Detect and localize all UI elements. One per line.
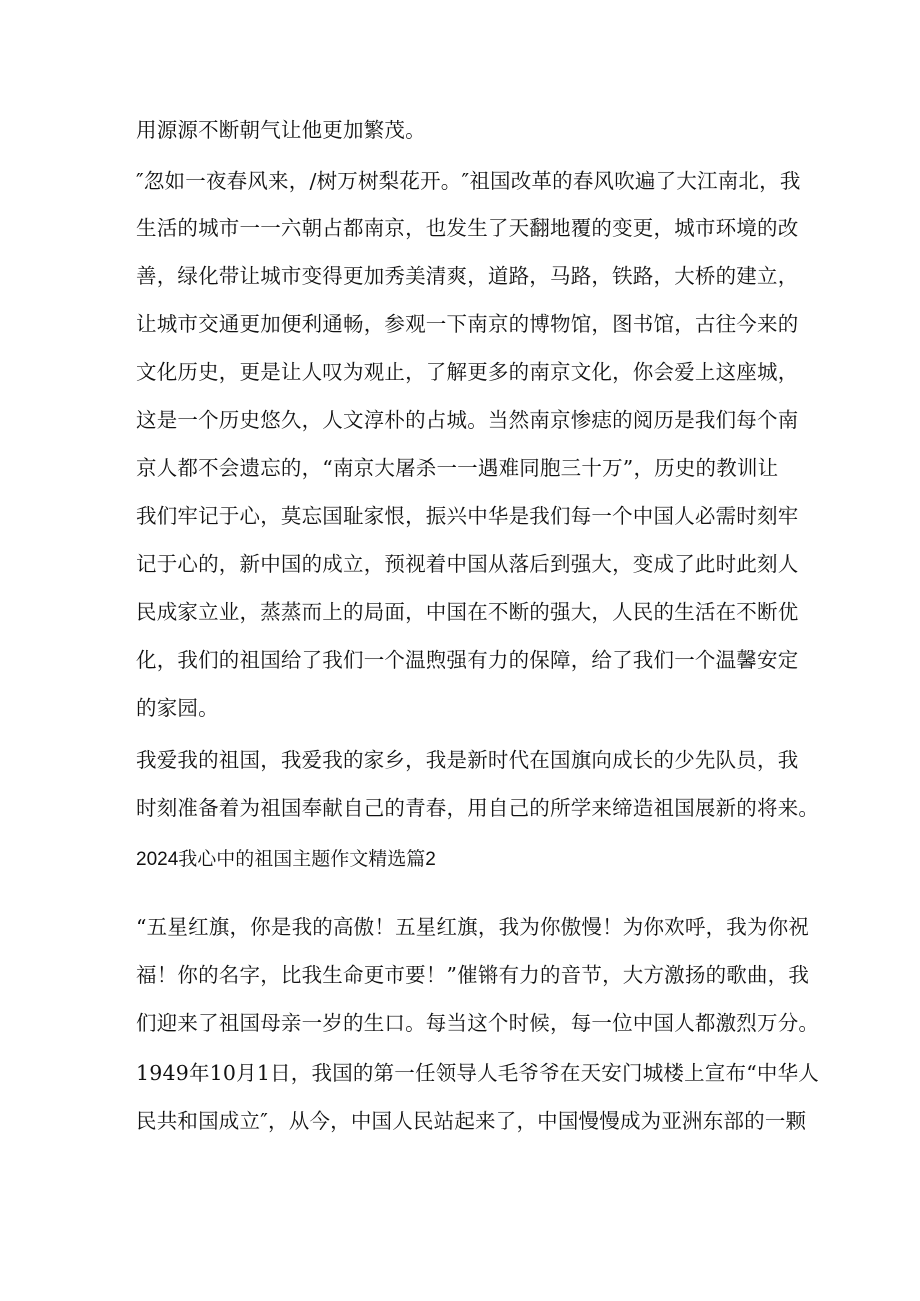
text-line: 的家园。 [136,696,219,720]
text-line: 民成家立业，蒸蒸而上的局面，中国在不断的强大，人民的生活在不断优 [136,600,799,624]
text-line: 京人都不会遗忘的，“南京大屠杀一一遇难同胞三十万”，历史的教训让 [136,456,779,480]
text-line: 时刻准备着为祖国奉献自己的青春，用自己的所学来缔造祖国展新的将来。 [136,796,820,820]
section-heading: 2024我心中的祖国主题作文精选篇2 [136,849,436,870]
text-line: 善，绿化带让城市变得更加秀美清爽，道路，马路，铁路，大桥的建立， [136,264,799,288]
text-line: 化，我们的祖国给了我们一个温煦强有力的保障，给了我们一个温馨安定 [136,648,799,672]
text-line: “五星红旗，你是我的高傲！五星红旗，我为你傲慢！为你欢呼，我为你祝 [136,915,810,939]
text-line: 1949年10月1日，我国的第一任领导人毛爷爷在天安门城楼上宣布“中华人 [136,1061,819,1085]
text-line: ″忽如一夜春风来，/树万树梨花开。″祖国改革的春风吹遍了大江南北，我 [136,169,801,193]
text-line: 我们牢记于心，莫忘国耻家恨，振兴中华是我们每一个中国人必需时刻牢 [136,504,799,528]
text-line: 我爱我的祖国，我爱我的家乡，我是新时代在国旗向成长的少先队员，我 [136,748,799,772]
text-line: 让城市交通更加便利通畅，参观一下南京的博物馆，图书馆，古往今来的 [136,312,799,336]
text-line: 福！你的名字，比我生命更市要！”催锵有力的音节，大方激扬的歌曲，我 [136,963,810,987]
text-line: 这是一个历史悠久，人文淳朴的占城。当然南京惨痣的阅历是我们每个南 [136,408,799,432]
text-line: 们迎来了祖国母亲一岁的生口。每当这个时候，每一位中国人都激烈万分。 [136,1011,820,1035]
text-line: 生活的城市一一六朝占都南京，也发生了天翻地覆的变更，城市环境的改 [136,216,799,240]
text-line: 记于心的，新中国的成立，预视着中国从落后到强大，变成了此时此刻人 [136,552,799,576]
text-line: 文化历史，更是让人叹为观止，了解更多的南京文化，你会爱上这座城， [136,360,799,384]
text-line: 用源源不断朝气让他更加繁茂。 [136,118,426,142]
text-line: 民共和国成立″，从今，中国人民站起来了，中国慢慢成为亚洲东部的一颗 [136,1109,807,1133]
